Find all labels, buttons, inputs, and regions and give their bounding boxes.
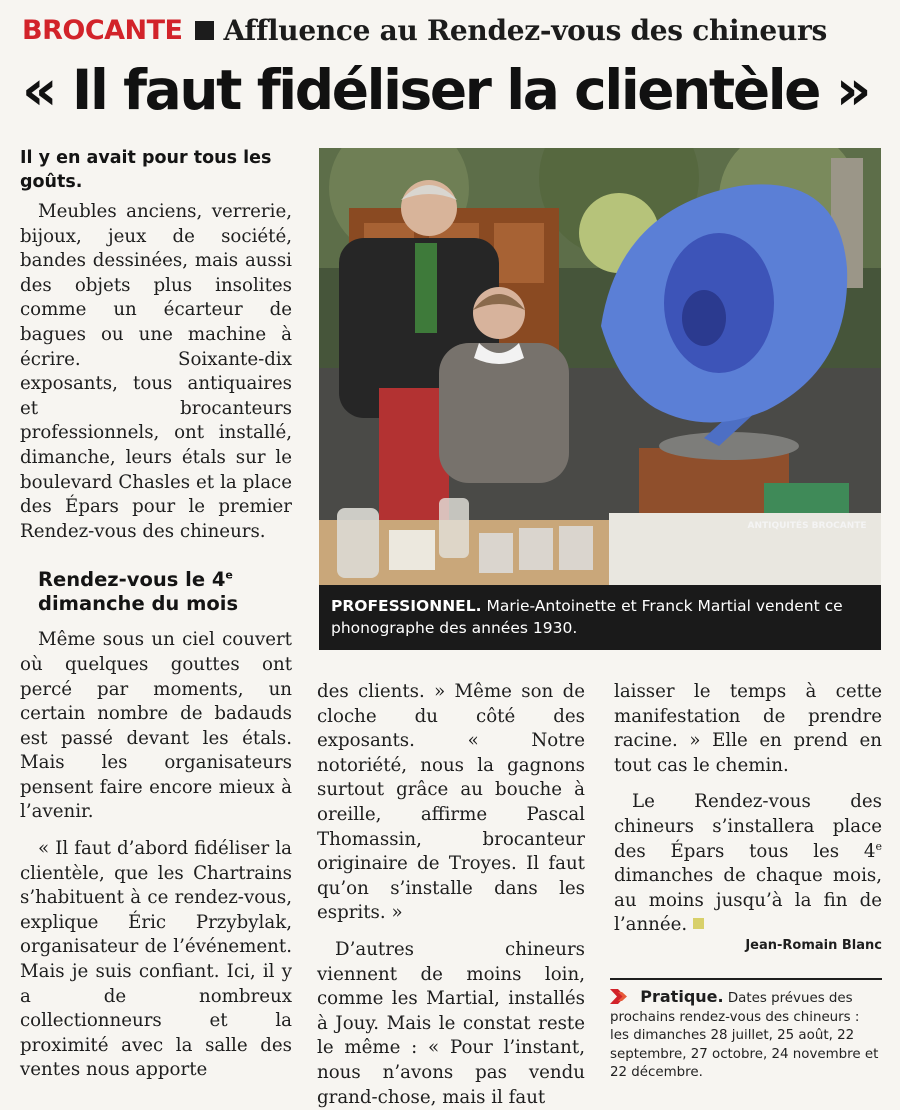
article-photo bbox=[319, 148, 881, 585]
article-headline: « Il faut fidéliser la clientèle » bbox=[22, 58, 869, 122]
rubric-line bbox=[22, 10, 827, 50]
paragraph: des clients. » Même son de cloche du côté des exposants. « Notre notoriété, nous la gagnons surtout grâce au bouche à oreille, affirme Pascal Thomassin, brocanteur originaire de Troyes. Il faut qu’on s’installe dans les esprits. » bbox=[317, 681, 585, 924]
column-1 bbox=[20, 146, 292, 1083]
paragraph: Meubles anciens, verrerie, bijoux, jeux de société, bandes dessinées, mais aussi des objets plus insolites comme un écarteur de bagues ou une machine à écrire. Soixante-dix exposants, tous antiquaires et brocanteurs professionnels, ont installé, dimanche, leurs étals sur le boulevard Chasles et la place des Épars pour le premier Rendez-vous des chineurs. bbox=[20, 201, 292, 542]
article-deck: Affluence au Rendez-vous des chineurs bbox=[223, 13, 827, 47]
byline: Jean-Romain Blanc bbox=[745, 938, 882, 953]
pratique-box bbox=[610, 978, 882, 1083]
photo-caption bbox=[319, 585, 881, 650]
pratique-label: Pratique. bbox=[640, 987, 724, 1006]
paragraph: Le Rendez-vous des chineurs s’installera place des Épars tous les 4e dimanches de chaque mois, au moins jusqu’à la fin de l’année. bbox=[614, 791, 882, 936]
subheading: Rendez-vous le 4e dimanche du mois bbox=[38, 568, 239, 616]
caption-text: Marie-Antoinette et Franck Martial vendent ce phonographe des années 1930. bbox=[331, 597, 843, 637]
section-kicker: BROCANTE bbox=[22, 14, 183, 46]
column-2 bbox=[317, 680, 585, 1110]
square-separator-icon bbox=[195, 21, 214, 40]
caption-label: PROFESSIONNEL. bbox=[331, 597, 482, 615]
paragraph: « Il faut d’abord fidéliser la clientèle, que les Chartrains s’habituent à ce rendez-vous, explique Éric Przybylak, organisateur de l’événement. Mais je suis confiant. Ici, il y a de nombreux collectionneurs et la proximité avec la salle des ventes nous apporte bbox=[20, 838, 292, 1081]
column-3 bbox=[614, 680, 882, 938]
phonograph-photo bbox=[319, 148, 881, 585]
paragraph: Même sous un ciel couvert où quelques gouttes ont percé par moments, un certain nombre de badauds est passé devant les étals. Mais les organisateurs pensent faire encore mieux à l’avenir. bbox=[20, 629, 292, 823]
book-title-text: ANTIQUITÉS BROCANTE bbox=[747, 521, 867, 531]
red-arrow-icon bbox=[610, 989, 632, 1004]
paragraph: D’autres chineurs viennent de moins loin, comme les Martial, installés à Jouy. Mais le constat reste le même : « Pour l’instant, nous n’avons pas vendu grand-chose, mais il faut bbox=[317, 938, 585, 1108]
end-square-icon bbox=[693, 918, 704, 929]
lead-text: Il y en avait pour tous les goûts. bbox=[20, 148, 272, 192]
paragraph: laisser le temps à cette manifestation de prendre racine. » Elle en prend en tout cas le chemin. bbox=[614, 681, 882, 776]
pratique-text: Dates prévues des prochains rendez-vous des chineurs : les dimanches 28 juillet, 25 août, 22 septembre, 27 octobre, 24 novembre et 22 décembre. bbox=[610, 991, 879, 1081]
